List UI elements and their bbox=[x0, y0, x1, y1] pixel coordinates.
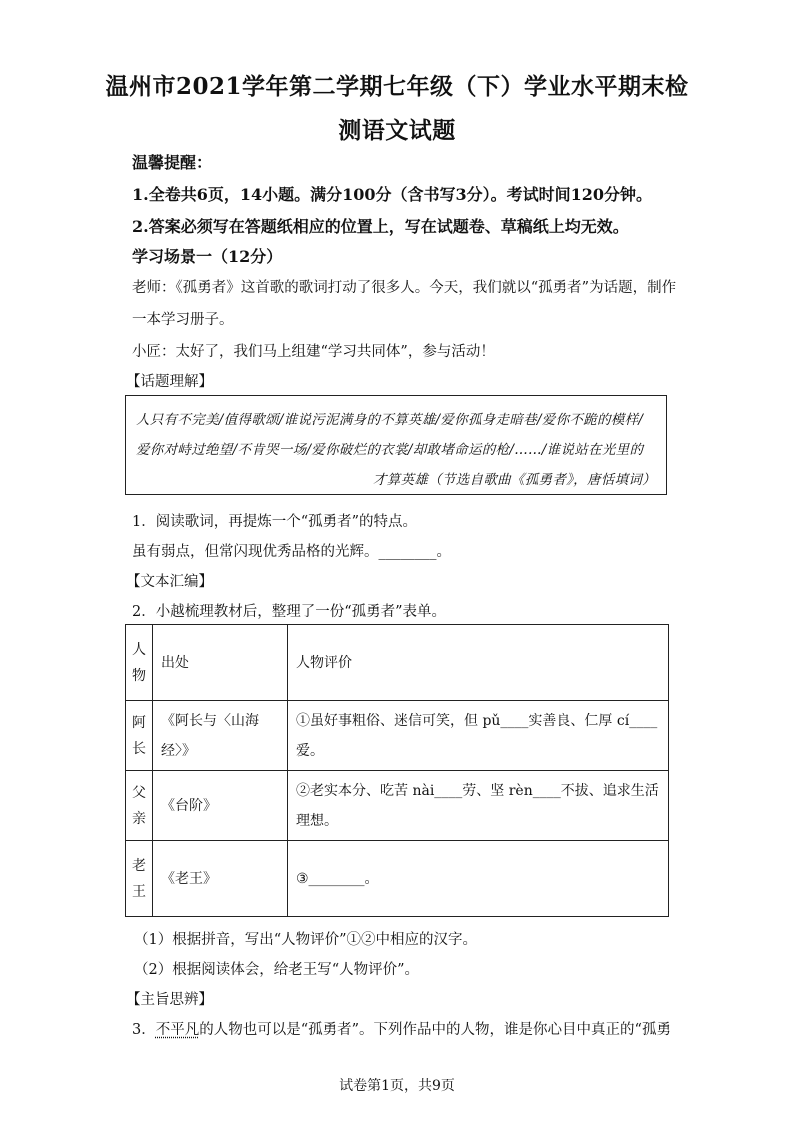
student-line: 小匠：太好了，我们马上组建“学习共同体”，参与活动！ bbox=[132, 344, 495, 360]
section-topic-label: 【话题理解】 bbox=[126, 374, 213, 390]
question-3 bbox=[132, 1018, 671, 1039]
section-theme-label: 【主旨思辨】 bbox=[126, 992, 213, 1008]
lyrics-line-3: 才算英雄（节选自歌曲《孤勇者》，唐恬填词） bbox=[372, 472, 656, 488]
question-1: 1．阅读歌词，再提炼一个“孤勇者”的特点。 bbox=[132, 514, 418, 530]
evaluation-cell bbox=[288, 841, 669, 917]
table-row bbox=[126, 771, 669, 841]
name-char: 王 bbox=[132, 883, 146, 900]
header-name-cell bbox=[126, 625, 153, 701]
notice-heading: 温馨提醒： bbox=[132, 153, 213, 172]
lyrics-box bbox=[125, 395, 667, 495]
question-3-number: 3． bbox=[132, 1022, 156, 1038]
name-char: 人 bbox=[132, 641, 146, 658]
question-3-text: 的人物也可以是“孤勇者”。下列作品中的人物，谁是你心目中真正的“孤勇 bbox=[199, 1022, 671, 1038]
teacher-line-1: 老师：《孤勇者》这首歌的歌词打动了很多人。今天，我们就以“孤勇者”为话题，制作 bbox=[132, 280, 677, 296]
evaluation-line: ③________。 bbox=[296, 870, 379, 887]
table-row bbox=[126, 841, 669, 917]
page-footer: 试卷第1页，共9页 bbox=[339, 1078, 455, 1094]
character-table bbox=[125, 624, 669, 917]
question-2-part-2: （2）根据阅读体会，给老王写“人物评价”。 bbox=[134, 962, 420, 978]
source-cell: 《老王》 bbox=[153, 841, 288, 917]
lyrics-line-2: 爱你对峙过绝望/不肯哭一场/爱你破烂的衣裳/却敢堵命运的枪/……/谁说站在光里的 bbox=[136, 442, 644, 458]
character-name-cell bbox=[126, 771, 153, 841]
name-char: 亲 bbox=[132, 810, 146, 827]
table-header-row bbox=[126, 625, 669, 701]
question-2: 2．小越梳理教材后，整理了一份“孤勇者”表单。 bbox=[132, 604, 447, 620]
evaluation-line: ②老实本分、吃苦 nài____劳、坚 rèn____不拔、追求生活 bbox=[296, 782, 659, 799]
table-row bbox=[126, 701, 669, 771]
lyrics-line-1: 人只有不完美/值得歌颂/谁说污泥满身的不算英雄/爱你孤身走暗巷/爱你不跪的模样/ bbox=[136, 412, 644, 428]
header-eval-cell: 人物评价 bbox=[288, 625, 669, 701]
question-2-part-1: （1）根据拼音，写出“人物评价”①②中相应的汉字。 bbox=[134, 932, 478, 948]
evaluation-line: 理想。 bbox=[296, 812, 338, 829]
character-name-cell bbox=[126, 701, 153, 771]
name-char: 阿 bbox=[132, 714, 146, 731]
evaluation-line: 爱。 bbox=[296, 742, 324, 759]
name-char: 物 bbox=[132, 667, 146, 684]
character-name-cell bbox=[126, 841, 153, 917]
evaluation-cell bbox=[288, 771, 669, 841]
name-char: 父 bbox=[132, 784, 146, 801]
exam-title-line-2: 测语文试题 bbox=[338, 117, 456, 144]
question-3-emphasis: 不平凡 bbox=[155, 1022, 200, 1038]
name-char: 老 bbox=[132, 857, 146, 874]
source-cell: 《台阶》 bbox=[153, 771, 288, 841]
question-1-example: 虽有弱点，但常闪现优秀品格的光辉。________。 bbox=[132, 544, 451, 560]
scene-heading: 学习场景一（12分） bbox=[132, 247, 283, 266]
name-char: 长 bbox=[132, 740, 146, 757]
source-cell: 《阿长与〈山海经〉》 bbox=[153, 701, 288, 771]
evaluation-line: ①虽好事粗俗、迷信可笑，但 pǔ____实善良、仁厚 cí____ bbox=[296, 712, 658, 729]
exam-title-line-1: 温州市2021学年第二学期七年级（下）学业水平期末检 bbox=[105, 73, 689, 100]
section-compile-label: 【文本汇编】 bbox=[126, 574, 213, 590]
teacher-line-2: 一本学习册子。 bbox=[132, 312, 234, 328]
notice-item-1: 1.全卷共6页，14小题。满分100分（含书写3分）。考试时间120分钟。 bbox=[132, 185, 653, 204]
evaluation-cell bbox=[288, 701, 669, 771]
notice-item-2: 2.答案必须写在答题纸相应的位置上，写在试题卷、草稿纸上均无效。 bbox=[132, 217, 629, 236]
header-source-cell: 出处 bbox=[153, 625, 288, 701]
